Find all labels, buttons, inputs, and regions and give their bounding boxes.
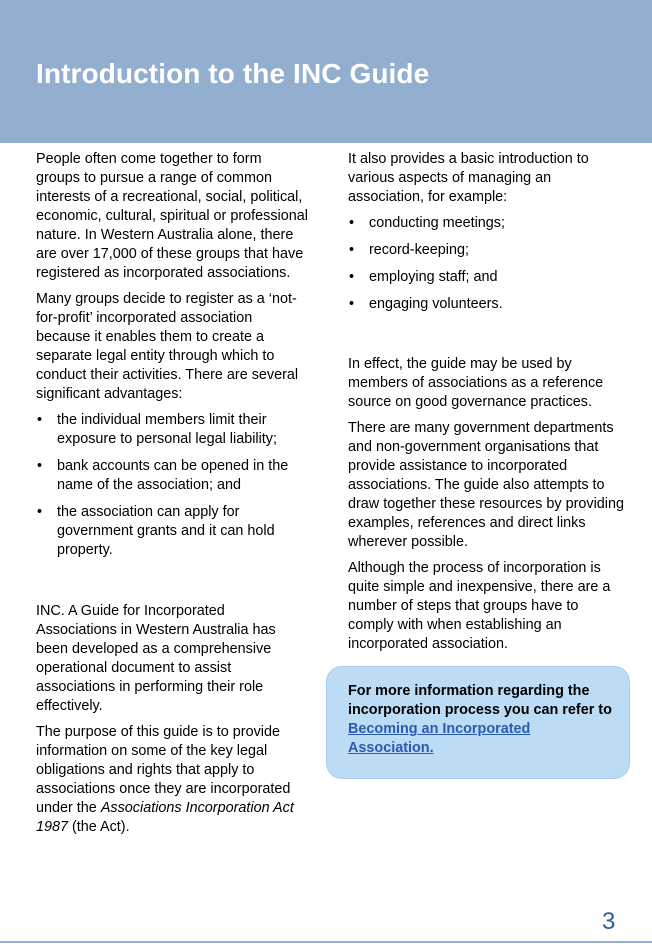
- incorporation-process-paragraph: Although the process of incorporation is quite simple and inexpensive, there are a number of steps that groups have to comply with when establishing an incorporated association.: [348, 560, 611, 652]
- bullet-icon: •: [349, 296, 355, 312]
- bullet-icon: •: [37, 412, 43, 428]
- assistance-paragraph: There are many government departments and non-government organisations that provide assistance to incorporated associations. The guide also attempts to draw together these resources by providing examples, references and direct links wherever possible.: [348, 420, 624, 550]
- list-item: [36, 457, 308, 495]
- aspects-list: [348, 214, 624, 314]
- list-item: [348, 241, 624, 260]
- list-item: [348, 214, 624, 233]
- left-column: [36, 150, 308, 844]
- list-item-text: the individual members limit their exposure to personal legal liability;: [57, 412, 277, 447]
- list-item: [36, 503, 308, 560]
- bullet-icon: •: [349, 269, 355, 285]
- info-callout-box: [326, 666, 630, 779]
- bullet-icon: •: [37, 458, 43, 474]
- list-item: [348, 295, 624, 314]
- list-item-text: employing staff; and: [369, 269, 498, 285]
- guide-description-paragraph: INC. A Guide for Incorporated Associations in Western Australia has been developed as a comprehensive operational document to assist associations in performing their role effectively.: [36, 603, 276, 714]
- bullet-icon: •: [37, 504, 43, 520]
- not-for-profit-paragraph: Many groups decide to register as a ‘not-for-profit’ incorporated association because it enables them to create a separate legal entity through which to conduct their activities. There are several significant advantages:: [36, 291, 299, 402]
- right-column: [348, 150, 624, 661]
- page-number: 3: [602, 908, 616, 935]
- basic-introduction-paragraph: It also provides a basic introduction to various aspects of managing an association, for example:: [348, 151, 589, 205]
- list-item: [36, 411, 308, 449]
- list-item-text: bank accounts can be opened in the name of the association; and: [57, 458, 289, 493]
- list-item-text: the association can apply for government grants and it can hold property.: [57, 504, 275, 558]
- info-callout-text: For more information regarding the incorporation process you can refer to: [348, 683, 612, 718]
- list-item: [348, 268, 624, 287]
- list-item-text: engaging volunteers.: [369, 296, 503, 312]
- page-title: Introduction to the INC Guide: [36, 58, 430, 89]
- advantages-list: [36, 411, 308, 560]
- guide-purpose-paragraph: The purpose of this guide is to provide information on some of the key legal obligations and rights that apply to associations once they are incorporated under the Associations Incorporation Act 1987 (the Act).: [36, 724, 294, 835]
- becoming-incorporated-link[interactable]: Becoming an Incorporated Association.: [348, 721, 531, 756]
- list-item-text: record-keeping;: [369, 242, 469, 258]
- list-item-text: conducting meetings;: [369, 215, 505, 231]
- reference-source-paragraph: In effect, the guide may be used by members of associations as a reference source on good governance practices.: [348, 356, 604, 410]
- footer-rule: [0, 941, 652, 943]
- bullet-icon: •: [349, 242, 355, 258]
- intro-paragraph: People often come together to form groups to pursue a range of common interests of a recreational, social, political, economic, cultural, spiritual or professional nature. In Western Australia alone, there are over 17,000 of these groups that have registered as incorporated associations.: [36, 151, 308, 281]
- act-title: Associations Incorporation Act 1987: [36, 800, 294, 835]
- bullet-icon: •: [349, 215, 355, 231]
